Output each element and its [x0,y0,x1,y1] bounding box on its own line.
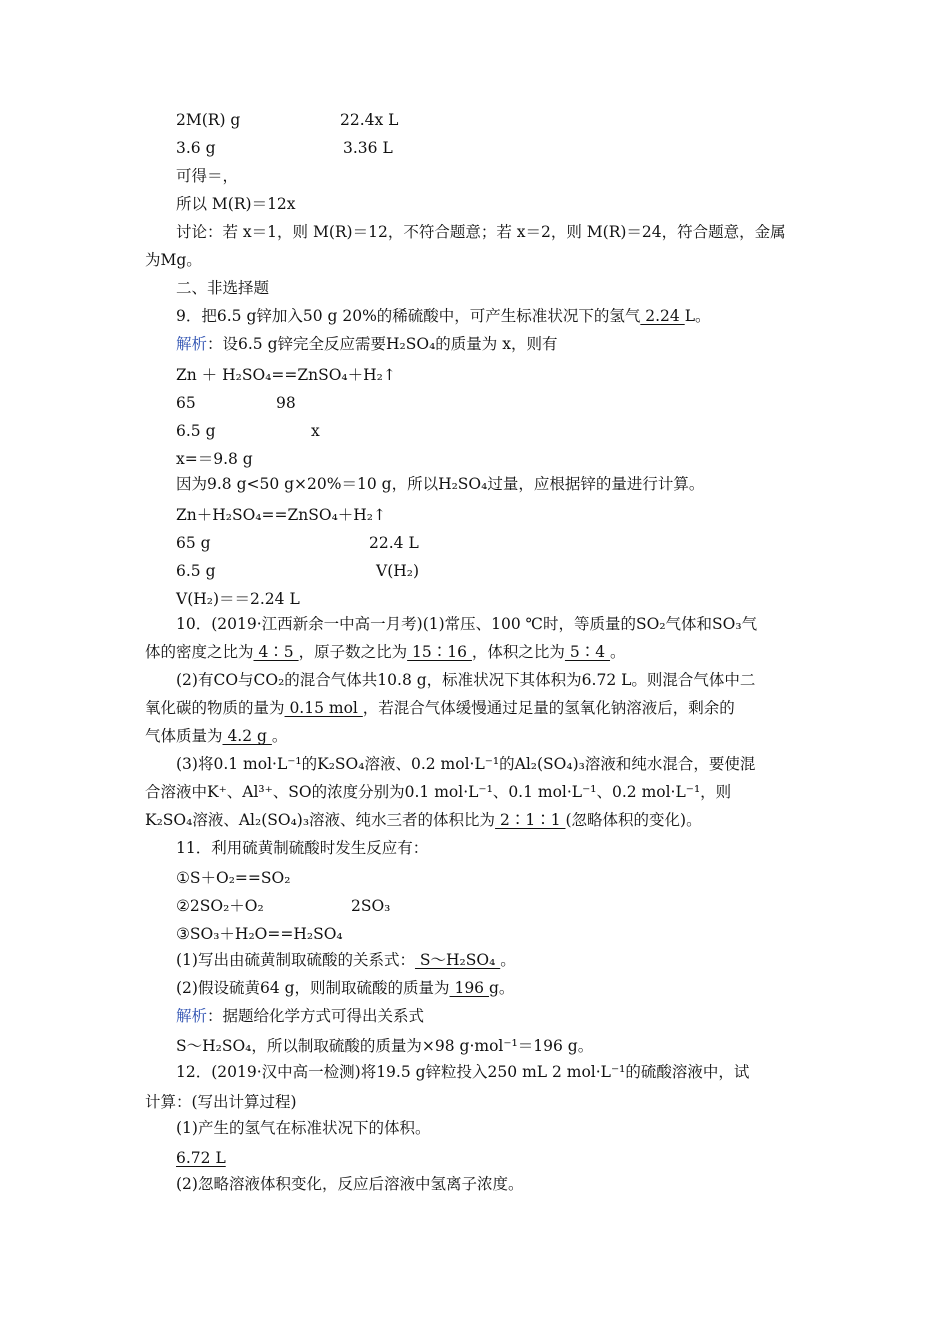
line-text: ，若混合气体缓慢通过足量的氢氧化钠溶液后，剩余的 [362,699,735,717]
line-text: (1)产生的氢气在标准状况下的体积。 [176,1119,431,1137]
analysis-label: 解析 [176,1007,208,1025]
line-text: 11．利用硫黄制硫酸时发生反应有： [176,839,429,857]
line-text: 因为9.8 g<50 g×20%＝10 g，所以H₂SO₄过量，应根据锌的量进行计算。 [176,475,705,493]
answer-blank: 4.2 g [222,727,272,745]
analysis-label: 解析 [176,335,208,353]
text-line [176,866,846,890]
text-line [176,419,846,443]
text-line [176,304,846,328]
text-line [176,668,846,692]
line-text: 可得＝， [176,167,239,185]
line-text: Zn＋H₂SO₄==ZnSO₄＋H₂↑ [176,506,387,524]
line-text: 2M(R) g [176,111,241,129]
line-text: 65 g [176,534,211,552]
line-text: 氧化碳的物质的量为 [145,699,285,717]
answer-blank: 2∶1∶1 [495,811,566,829]
text-line [176,948,846,972]
text-line [176,836,846,860]
line-text-column: 98 [276,394,296,412]
answer-blank: 0.15 mol [284,699,363,717]
line-text: (2)有CO与CO₂的混合气体共10.8 g，标准状况下其体积为6.72 L。则混合气体中二 [176,671,756,689]
text-line [176,447,846,471]
line-text: ③SO₃＋H₂O==H₂SO₄ [176,925,343,943]
text-line [145,1090,815,1114]
text-line [145,696,815,720]
line-text: 65 [176,394,196,412]
line-text: ①S＋O₂==SO₂ [176,869,291,887]
text-line [176,220,846,244]
text-line [176,587,846,611]
line-text: 为Mg。 [145,251,202,269]
line-text: x=＝9.8 g [176,450,253,468]
line-text: K₂SO₄溶液、Al₂(SO₄)₃溶液、纯水三者的体积比为 [145,811,496,829]
text-line [176,531,846,555]
line-text: 12．(2019·汉中高一检测)将19.5 g锌粒投入250 mL 2 mol·L⁻¹的硫酸溶液中，试 [176,1063,750,1081]
text-line [145,808,815,832]
line-text: 。 [500,951,516,969]
text-line [176,503,846,527]
line-text: ：设6.5 g锌完全反应需要H₂SO₄的质量为 x，则有 [207,335,558,353]
answer-blank: 15∶16 [407,643,472,661]
text-line [176,1172,846,1196]
line-text-column: 22.4 L [369,534,419,552]
line-text: 讨论：若 x＝1，则 M(R)＝12，不符合题意；若 x＝2，则 M(R)＝24，符合题意，金属 [176,223,786,241]
line-text: ，体积之比为 [471,643,565,661]
line-text: (2)忽略溶液体积变化，反应后溶液中氢离子浓度。 [176,1175,524,1193]
text-line [176,559,846,583]
text-line [176,1146,846,1170]
text-line [145,640,815,664]
line-text: 10．(2019·江西新余一中高一月考)(1)常压、100 ℃时，等质量的SO₂气体和SO₃气 [176,615,758,633]
text-line [176,1004,846,1028]
text-line [176,976,846,1000]
text-line [176,1034,846,1058]
text-line [176,108,846,132]
line-text: (1)写出由硫黄制取硫酸的关系式： [176,951,415,969]
text-line [176,332,846,356]
line-text: 体的密度之比为 [145,643,254,661]
answer-blank: 2.24 [640,307,685,325]
text-line [176,1060,846,1084]
text-line [176,164,846,188]
line-text: g。 [488,979,515,997]
line-text: 所以 M(R)＝12x [176,195,296,213]
line-text: 。 [271,727,288,745]
line-text: (3)将0.1 mol·L⁻¹的K₂SO₄溶液、0.2 mol·L⁻¹的Al₂(SO₄)₃溶液和纯水混合，要使混 [176,755,756,773]
answer-blank: 6.72 L [176,1149,226,1167]
line-text: Zn ＋ H₂SO₄==ZnSO₄＋H₂↑ [176,366,396,384]
text-line [145,724,815,748]
line-text: 6.5 g [176,562,216,580]
text-line [176,612,846,636]
line-text-column: 22.4x L [340,111,399,129]
text-line [176,136,846,160]
line-text: V(H₂)＝＝2.24 L [176,590,300,608]
answer-blank: S～H₂SO₄ [414,951,501,969]
line-text: 。 [610,643,626,661]
answer-blank: 5∶4 [564,643,611,661]
answer-blank: 196 [449,979,489,997]
line-text: (2)假设硫黄64 g，则制取硫酸的质量为 [176,979,450,997]
text-line [145,780,815,804]
line-text-column: x [311,422,320,440]
text-line [176,363,846,387]
line-text: (忽略体积的变化)。 [565,811,702,829]
line-text: 计算：(写出计算过程) [145,1093,297,1111]
line-text-column: V(H₂) [376,562,420,580]
line-text: 6.5 g [176,422,216,440]
line-text: ：据题给化学方式可得出关系式 [207,1007,425,1025]
line-text: 气体质量为 [145,727,223,745]
text-line [176,894,846,918]
line-text: 合溶液中K⁺、Al³⁺、SO的浓度分别为0.1 mol·L⁻¹、0.1 mol·L⁻¹、0.2 mol·L⁻¹，则 [145,783,732,801]
line-text-column: 2SO₃ [351,897,391,915]
line-text: 9．把6.5 g锌加入50 g 20%的稀硫酸中，可产生标准状况下的氢气 [176,307,641,325]
line-text: S～H₂SO₄，所以制取硫酸的质量为×98 g·mol⁻¹＝196 g。 [176,1037,594,1055]
line-text: ，原子数之比为 [298,643,408,661]
line-text-column: 3.36 L [343,139,393,157]
line-text: L。 [684,307,711,325]
text-line [176,391,846,415]
text-line [176,276,846,300]
answer-blank: 4∶5 [253,643,299,661]
text-line [176,472,846,496]
text-line [176,1116,846,1140]
text-line [176,192,846,216]
line-text: ②2SO₂＋O₂ [176,897,264,915]
line-text: 3.6 g [176,139,216,157]
text-line [176,752,846,776]
line-text: 二、非选择题 [176,279,270,297]
text-line [145,248,815,272]
text-line [176,922,846,946]
